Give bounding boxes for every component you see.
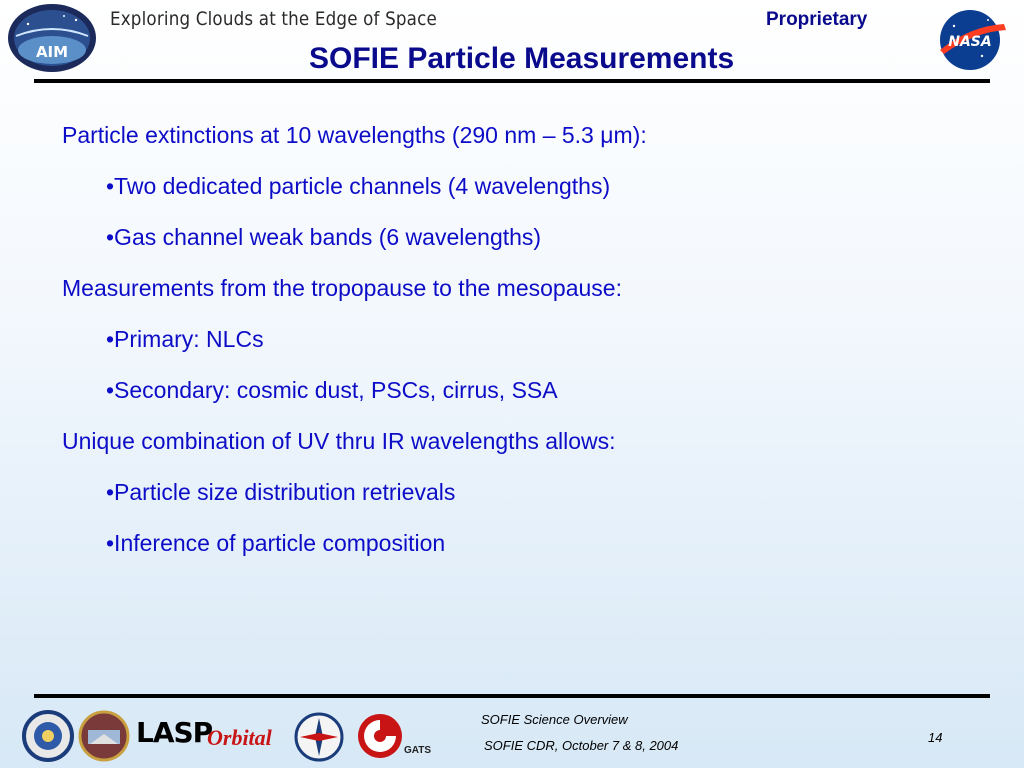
bullet-level1: Measurements from the tropopause to the mesopause: xyxy=(62,275,622,301)
aim-mission-logo xyxy=(6,2,98,74)
footer-divider xyxy=(34,694,990,698)
orbital-logo: Orbital xyxy=(207,725,272,750)
nasa-logo xyxy=(934,4,1010,76)
slide-title: SOFIE Particle Measurements xyxy=(309,42,735,75)
footer-event: SOFIE CDR, October 7 & 8, 2004 xyxy=(484,738,679,753)
compass-seal-logo xyxy=(294,712,344,767)
proprietary-label: Proprietary xyxy=(766,9,868,30)
bullet-level2: •Secondary: cosmic dust, PSCs, cirrus, SSA xyxy=(106,377,558,403)
svg-text:AIM: AIM xyxy=(35,43,69,61)
bullet-level2: •Gas channel weak bands (6 wavelengths) xyxy=(106,224,542,250)
bullet-level2: •Inference of particle composition xyxy=(106,530,446,556)
university-seal-logo xyxy=(22,710,74,767)
header-tagline: Exploring Clouds at the Edge of Space xyxy=(110,8,437,30)
header-divider xyxy=(34,79,990,83)
mission-patch-logo xyxy=(78,710,130,767)
bullet-level2: •Particle size distribution retrievals xyxy=(106,479,456,505)
bullet-level2: •Two dedicated particle channels (4 wavelengths) xyxy=(106,173,611,199)
bullet-level2: •Primary: NLCs xyxy=(106,326,264,352)
gats-swirl-logo xyxy=(356,712,404,765)
bullet-level1: Particle extinctions at 10 wavelengths (290 nm – 5.3 μm): xyxy=(62,122,647,148)
lasp-logo: LASP xyxy=(136,716,213,749)
page-number: 14 xyxy=(928,730,943,745)
bullet-level1: Unique combination of UV thru IR wavelengths allows: xyxy=(62,428,616,454)
gats-logo-text: GATS xyxy=(404,745,432,756)
footer-title: SOFIE Science Overview xyxy=(481,712,628,727)
svg-text:NASA: NASA xyxy=(948,34,992,50)
